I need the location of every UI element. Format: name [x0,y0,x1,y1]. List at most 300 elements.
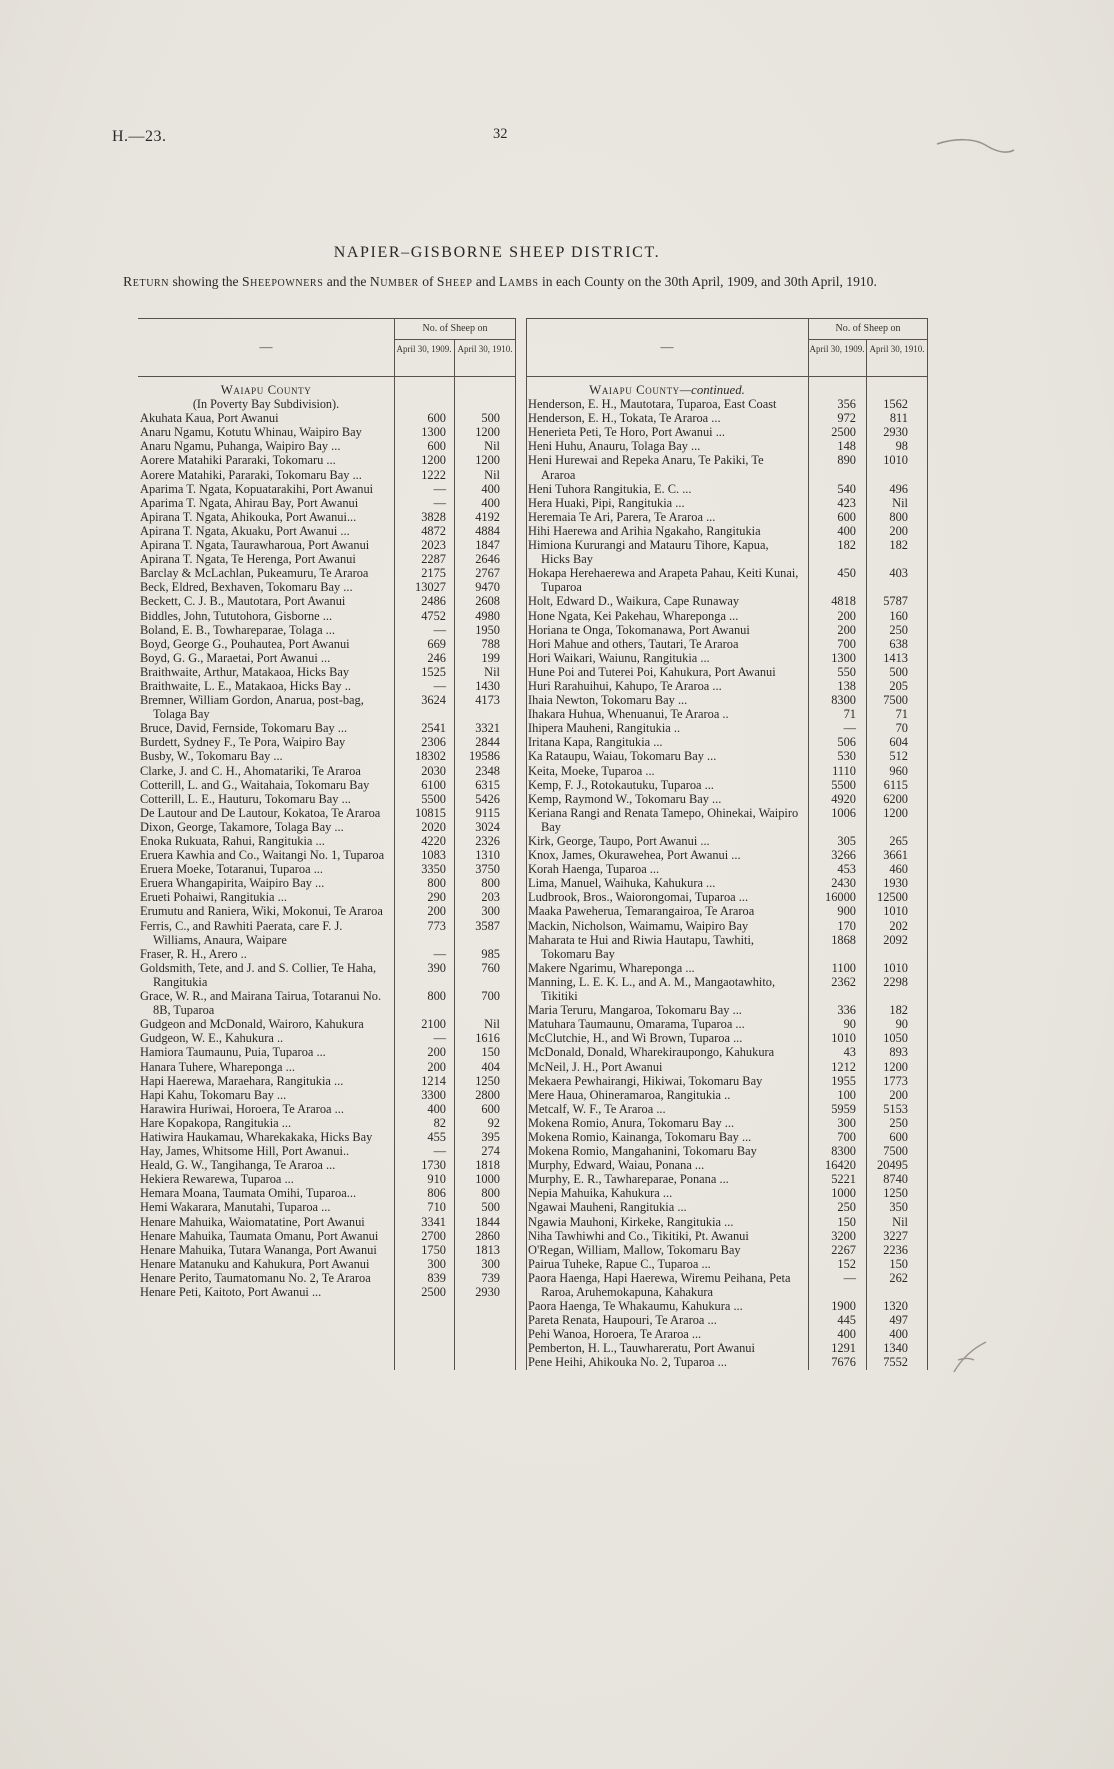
table-row [526,1158,928,1172]
sheep-count-1909: 1955 [831,1073,856,1088]
sheepowner-name: Henare Mahuika, Waiomatatine, Port Awanui [140,1214,365,1229]
sheep-count-1910: 4884 [475,523,500,538]
sheep-count-1909: 43 [843,1045,856,1060]
table-right-half [526,318,928,1370]
table-row [526,707,928,721]
table-row [138,820,516,834]
sheep-count-1910: 4980 [475,608,500,623]
sheep-count-1909: 1750 [421,1242,446,1257]
sheep-count-1909: 170 [837,918,856,933]
table-row [138,890,516,904]
column-rule [454,340,455,1370]
sheep-count-1910: 1340 [883,1341,908,1356]
sheepowner-name: Ihaia Newton, Tokomaru Bay ... [528,693,688,708]
sheepowner-name: Ihakara Huhua, Whenuanui, Te Araroa .. [528,707,729,722]
sheep-count-1909: 2541 [421,721,446,736]
sheepowner-name: Hamiora Taumaunu, Puia, Tuparoa ... [140,1045,326,1060]
sheep-count-1910: 1930 [883,876,908,891]
sheep-count-1909: — [843,1270,856,1285]
sheep-count-1910: 3024 [475,819,500,834]
sheep-count-1909: 2030 [421,763,446,778]
table-row [138,1088,516,1102]
sheep-count-1910: 800 [481,1186,500,1201]
table-row [526,1257,928,1271]
sheep-count-1909: 1200 [421,453,446,468]
table-row [526,1215,928,1229]
sheepowner-name: Aorere Matahiki Pararaki, Tokomaru ... [140,453,336,468]
sheep-count-1909: 4220 [421,834,446,848]
sheepowner-name: Ihipera Mauheni, Rangitukia .. [528,721,681,736]
sheep-count-1910: 205 [889,678,908,693]
table-row [138,1215,516,1229]
sheepowner-name: Hihi Haerewa and Arihia Ngakaho, Rangitukia [528,523,761,538]
sheep-count-1909: 890 [837,453,856,468]
table-row [526,482,928,496]
table-row [526,834,928,848]
subtitle-part: Sheep [436,274,473,289]
sheepowner-name: Kemp, Raymond W., Tokomaru Bay ... [528,791,722,806]
sheep-count-1909: 150 [837,1214,856,1229]
sheep-count-1910: 274 [481,1144,500,1159]
sheep-count-1910: 800 [889,509,908,524]
sheep-count-1910: 200 [889,1087,908,1102]
sheep-count-1910: 2800 [475,1087,500,1102]
sheep-count-1910: 638 [889,636,908,651]
sheep-count-1910: 985 [481,946,500,961]
sheep-count-1910: 5426 [475,791,500,806]
sheep-count-1910: 12500 [877,890,908,905]
sheep-count-1910: 1250 [883,1186,908,1201]
table-row [526,1172,928,1186]
sheepowner-name: Hone Ngata, Kei Pakehau, Whareponga ... [528,608,739,623]
sheep-count-1909: 450 [837,566,856,581]
table-row [138,1186,516,1200]
sheep-count-1910: 460 [889,862,908,877]
sheepowner-name: Manning, L. E. K. L., and A. M., Mangaotawhito, Tikitiki [528,974,776,1004]
sheep-count-1910: 1250 [475,1073,500,1088]
subtitle-part: Number [369,274,419,289]
sheep-count-1909: 550 [837,664,856,679]
sheepowner-name: Apirana T. Ngata, Akuaku, Port Awanui ... [140,523,350,538]
sheepowner-name: Paora Haenga, Te Whakaumu, Kahukura ... [528,1299,743,1314]
sheep-count-1909: 4872 [421,523,446,538]
sheep-count-1909: 3300 [421,1087,446,1102]
sheepowner-name: Aparima T. Ngata, Ahirau Bay, Port Awanui [140,495,359,510]
sheep-count-1910: 5787 [883,594,908,609]
table-row [526,496,928,510]
sheep-count-1909: 2430 [831,876,856,891]
sheep-count-1910: 20495 [877,1158,908,1173]
table-row [138,1144,516,1158]
column-header-1910: April 30, 1910. [457,344,513,354]
sheepowner-name: Korah Haenga, Tuparoa ... [528,862,660,877]
table-row [526,975,928,1003]
sheepowner-name: Metcalf, W. F., Te Araroa ... [528,1101,666,1116]
sheep-count-1909: 1100 [831,960,856,975]
sheep-count-1909: — [433,946,446,961]
subtitle-part: and the [323,274,370,289]
sheepowner-name: Hune Poi and Tuterei Poi, Kahukura, Port Awanui [528,664,776,679]
table-row [526,594,928,608]
sheep-count-1910: 400 [481,481,500,496]
sheepowner-name: Makere Ngarimu, Whareponga ... [528,960,695,975]
table-row [526,919,928,933]
sheep-count-1910: 7500 [883,1144,908,1159]
sheep-count-1910: 6200 [883,791,908,806]
table-row [138,961,516,989]
sheepowner-name: Eruera Whangapirita, Waipiro Bay ... [140,876,325,891]
table-row [138,425,516,439]
sheep-count-1910: 1050 [883,1031,908,1046]
table-body-right [526,377,928,1370]
sheepowner-name: Apirana T. Ngata, Ahikouka, Port Awanui... [140,509,357,524]
sheep-count-1910: 6115 [883,777,908,792]
sheepowner-name: Heald, G. W., Tangihanga, Te Araroa ... [140,1158,336,1173]
sheep-count-1910: 2767 [475,566,500,581]
sheep-count-1910: 1430 [475,678,500,693]
sheepowner-name: Mokena Romio, Anura, Tokomaru Bay ... [528,1115,735,1130]
table-row [138,496,516,510]
sheep-count-1909: 710 [427,1200,446,1215]
table-row [526,1017,928,1031]
sheepowner-name: Hay, James, Whitsome Hill, Port Awanui.. [140,1144,350,1159]
sheepowner-name: Bruce, David, Fernside, Tokomaru Bay ... [140,721,348,736]
page-title: NAPIER–GISBORNE SHEEP DISTRICT. [333,244,661,261]
sheep-count-1909: 2023 [421,538,446,553]
sheepowner-name: Hori Waikari, Waiunu, Rangitukia ... [528,650,710,665]
sheepowner-name: Barclay & McLachlan, Pukeamuru, Te Araroa [140,566,369,581]
page-number: 32 [493,126,508,142]
sheep-count-1910: 1200 [883,805,908,820]
sheep-count-1909: 1300 [421,425,446,440]
table-row [138,552,516,566]
table-row [526,1243,928,1257]
sheepowner-name: Kemp, F. J., Rotokautuku, Tuparoa ... [528,777,714,792]
sheep-count-1910: 71 [895,707,908,722]
sheep-count-1909: 200 [837,608,856,623]
sheepowner-name: Hokapa Herehaerewa and Arapeta Pahau, Keiti Kunai, Tuparoa [528,566,799,595]
sheep-count-1909: 1110 [832,763,856,778]
table-row [138,1130,516,1144]
sheep-count-1909: 1222 [421,467,446,482]
sheep-count-1909: 400 [427,1101,446,1116]
sheepowner-name: Anaru Ngamu, Kotutu Whinau, Waipiro Bay [140,425,362,440]
sheep-count-1910: 1847 [475,538,500,553]
sheepowner-name: Mekaera Pewhairangi, Hikiwai, Tokomaru Bay [528,1073,763,1088]
sheepowner-name: Henare Peti, Kaitoto, Port Awanui ... [140,1285,322,1299]
sheep-count-1909: 700 [837,636,856,651]
sheep-count-1910: 182 [889,1003,908,1018]
sheep-count-1909: — [433,495,446,510]
sheep-count-1909: 4752 [421,608,446,623]
sheep-count-1910: 604 [889,735,908,750]
sheep-count-1910: 800 [481,876,500,891]
sheep-count-1909: 390 [427,960,446,975]
sheep-count-1909: — [433,678,446,693]
sheep-count-1910: 2298 [883,974,908,989]
sheepowner-name: Matuhara Taumaunu, Omarama, Tuparoa ... [528,1017,745,1032]
sheep-count-1910: 788 [481,636,500,651]
sheep-count-1909: 700 [837,1129,856,1144]
sheep-count-1910: 7552 [883,1355,908,1370]
table-row [138,904,516,918]
subtitle-part: Lambs [498,274,539,289]
table-row [526,1088,928,1102]
table-row [138,721,516,735]
sheepowner-name: Ngawia Mauhoni, Kirkeke, Rangitukia ... [528,1214,734,1229]
sheepowner-name: Hemi Wakarara, Manutahi, Tuparoa ... [140,1200,331,1215]
sheep-count-1909: 972 [837,411,856,426]
sheep-count-1909: 3624 [421,693,446,708]
sheepowner-name: Himiona Kururangi and Matauru Tihore, Kapua, Hicks Bay [528,538,769,567]
sheep-count-1909: 453 [837,862,856,877]
sheep-count-1910: 1562 [883,397,908,412]
sheep-count-1909: 2306 [421,735,446,750]
sheepowner-name: Biddles, John, Tututohora, Gisborne ... [140,608,333,623]
sheepowner-name: Mokena Romio, Kainanga, Tokomaru Bay ... [528,1129,752,1144]
sheep-count-1909: 90 [843,1017,856,1032]
sheep-count-1910: 2930 [475,1285,500,1299]
table-row [526,749,928,763]
column-header-1909: April 30, 1909. [809,344,865,354]
table-row [138,1229,516,1243]
county-continued-label: —continued. [679,383,745,397]
sheep-count-1910: Nil [892,1214,908,1229]
table-row [138,1116,516,1130]
table-row [526,453,928,481]
sheep-count-1910: 3587 [475,918,500,933]
table-row [526,679,928,693]
sheep-count-1909: 445 [837,1313,856,1328]
table-row [526,566,928,594]
sheepowner-name: Heni Tuhora Rangitukia, E. C. ... [528,481,692,496]
sheepowner-name: Heni Huhu, Anauru, Tolaga Bay ... [528,439,701,454]
sheep-count-1909: 1300 [831,650,856,665]
table-row [138,439,516,453]
table-row [138,651,516,665]
sheep-count-1910: 2860 [475,1228,500,1243]
subtitle-part: Return [123,274,170,289]
sheep-count-1909: 1291 [831,1341,856,1356]
sheepowner-name: Grace, W. R., and Mairana Tairua, Totaranui No. 8B, Tuparoa [140,989,382,1018]
table-row [138,989,516,1017]
sheep-count-1910: 199 [481,650,500,665]
table-row [138,1158,516,1172]
sheep-count-1910: 500 [481,1200,500,1215]
sheepowner-name: Horiana te Onga, Tokomanawa, Port Awanui [528,622,750,637]
sheep-count-1910: 395 [481,1129,500,1144]
sheep-count-1909: 300 [837,1115,856,1130]
column-header-1910: April 30, 1910. [869,344,925,354]
sheep-count-1909: 1868 [831,932,856,947]
county-subheading: (In Poverty Bay Subdivision). [192,397,340,412]
sheep-count-1909: 300 [427,1256,446,1271]
name-column-header: — [259,339,273,355]
sheep-count-1909: 16420 [825,1158,856,1173]
table-row [526,778,928,792]
sheep-count-1910: 500 [481,411,500,426]
sheep-count-1909: 530 [837,749,856,764]
table-row [138,482,516,496]
sheepowner-name: Beckett, C. J. B., Mautotara, Port Awanui [140,594,346,609]
sheep-count-1909: 1010 [831,1031,856,1046]
sheep-count-1910: 600 [481,1101,500,1116]
sheepowner-name: Braithwaite, L. E., Matakaoa, Hicks Bay .. [140,678,351,693]
table-row [526,439,928,453]
sheepowner-name: Boyd, George G., Pouhautea, Port Awanui [140,636,350,651]
table-row [526,510,928,524]
sheepowner-name: McDonald, Donald, Wharekiraupongo, Kahukura [528,1045,775,1060]
table-row [526,651,928,665]
sheep-count-1910: 2646 [475,552,500,567]
sheep-count-1909: 200 [837,622,856,637]
sheep-count-1910: 1616 [475,1031,500,1046]
sheepowner-name: Goldsmith, Tete, and J. and S. Collier, Te Haha, Rangitukia [140,960,377,989]
sheepowner-name: Iritana Kapa, Rangitukia ... [528,735,663,750]
table-row [138,834,516,848]
sheepowner-name: Apirana T. Ngata, Taurawharoua, Port Awanui [140,538,370,553]
table-row [526,933,928,961]
table-row [526,411,928,425]
sheepowner-name: Pairua Tuheke, Rapue C., Tuparoa ... [528,1256,711,1271]
column-rule [866,340,867,1370]
sheepowner-name: Henderson, E. H., Tokata, Te Araroa ... [528,411,721,426]
sheep-count-1910: 2844 [475,735,500,750]
sheep-count-1909: 1212 [831,1059,856,1074]
sheep-count-1909: 423 [837,495,856,510]
sheep-count-1909: 3200 [831,1228,856,1243]
sheep-count-1910: 250 [889,1115,908,1130]
sheep-count-1910: 1200 [475,425,500,440]
sheepowner-name: Huri Rarahuihui, Kahupo, Te Araroa ... [528,678,722,693]
ink-mark [950,1340,990,1374]
sheep-count-1910: 200 [889,523,908,538]
table-row [138,1285,516,1299]
sheep-count-1909: 839 [427,1270,446,1285]
sheepowner-name: Pemberton, H. L., Tauwhareratu, Port Awanui [528,1341,755,1356]
sheepowner-name: Aorere Matahiki, Pararaki, Tokomaru Bay ... [140,467,362,482]
table-row [526,961,928,975]
table-row [526,1102,928,1116]
table-row [138,1031,516,1045]
table-row [526,1031,928,1045]
sheep-count-1909: 669 [427,636,446,651]
sheepowner-name: Dixon, George, Takamore, Tolaga Bay ... [140,819,344,834]
sheepowner-name: Pehi Wanoa, Horoera, Te Araroa ... [528,1327,702,1342]
table-row [138,679,516,693]
sheep-count-1910: 600 [889,1129,908,1144]
sheep-count-1910: 92 [487,1115,500,1130]
sheepowner-name: McClutchie, H., and Wi Brown, Tuparoa ... [528,1031,743,1046]
sheepowner-name: Henare Mahuika, Taumata Omanu, Port Awanui [140,1228,379,1243]
sheep-count-1909: 2175 [421,566,446,581]
sheep-count-1910: Nil [484,664,500,679]
sheep-count-1909: 1900 [831,1299,856,1314]
sheepowner-name: Braithwaite, Arthur, Matakaoa, Hicks Bay [140,664,350,679]
sheep-count-1909: 4920 [831,791,856,806]
sheep-count-1909: 356 [837,397,856,412]
table-row [138,848,516,862]
sheepowner-name: Beck, Eldred, Bexhaven, Tokomaru Bay ... [140,580,353,595]
subtitle-part: of [418,274,437,289]
sheep-count-1910: Nil [484,1017,500,1032]
sheepowner-name: Paora Haenga, Hapi Haerewa, Wiremu Peihana, Peta Raroa, Aruhemokapuna, Kahakura [528,1270,791,1299]
sheep-count-1909: 336 [837,1003,856,1018]
sheep-count-1909: 600 [837,509,856,524]
sheepowner-name: Lima, Manuel, Waihuka, Kahukura ... [528,876,716,891]
sheep-count-1909: — [433,622,446,637]
sheepowner-name: Maaka Paweherua, Temarangairoa, Te Araroa [528,904,755,919]
sheep-count-1909: 2267 [831,1242,856,1257]
table-row [138,876,516,890]
subtitle-part: showing the [169,274,242,289]
sheepowner-name: Hanara Tuhere, Whareponga ... [140,1059,295,1074]
sheep-columns-header [394,319,516,376]
sheepowner-name: Cotterill, L. E., Hauturu, Tokomaru Bay ... [140,791,351,806]
sheepowner-name: Hapi Kahu, Tokomaru Bay ... [140,1087,287,1102]
sheep-count-1909: 600 [427,439,446,454]
sheepowner-name: Hekiera Rewarewa, Tuparoa ... [140,1172,294,1187]
sheep-count-1909: 1000 [831,1186,856,1201]
table-row [526,764,928,778]
sheepowner-name: Maria Teruru, Mangaroa, Tokomaru Bay ... [528,1003,742,1018]
sheep-count-1909: 773 [427,918,446,933]
sheep-count-1910: Nil [484,439,500,454]
sheepowner-name: De Lautour and De Lautour, Kokatoa, Te Araroa [140,805,381,820]
table-row [138,1200,516,1214]
sheepowner-name: Erumutu and Raniera, Wiki, Mokonui, Te Araroa [140,904,383,919]
sheepowner-name: Henerieta Peti, Te Horo, Port Awanui ... [528,425,726,440]
table-row [138,609,516,623]
table-row [526,1045,928,1059]
sheepowner-name: Mokena Romio, Mangahanini, Tokomaru Bay [528,1144,757,1159]
table-row [138,665,516,679]
sheep-count-1910: 203 [481,890,500,905]
sheep-count-1909: 3828 [421,509,446,524]
sheep-count-1910: 4192 [475,509,500,524]
sheep-count-1909: 540 [837,481,856,496]
sheep-count-1910: 4173 [475,693,500,708]
table-row [138,566,516,580]
sheep-count-1909: 182 [837,538,856,553]
sheepowner-name: Murphy, E. R., Tawhareparae, Ponana ... [528,1172,729,1187]
table-row [526,1130,928,1144]
table-row [526,1327,928,1341]
table-row [526,890,928,904]
table-row [138,637,516,651]
sheep-count-1910: 404 [481,1059,500,1074]
sheep-count-1910: 2348 [475,763,500,778]
sheepowner-name: Anaru Ngamu, Puhanga, Waipiro Bay ... [140,439,341,454]
table-row [138,693,516,721]
sheepowner-name: Busby, W., Tokomaru Bay ... [140,749,283,764]
sheepowner-name: Hemara Moana, Taumata Omihi, Tuparoa... [140,1186,357,1201]
sheep-count-1910: 160 [889,608,908,623]
sheep-count-1909: 455 [427,1129,446,1144]
sheepowner-name: Burdett, Sydney F., Te Pora, Waipiro Bay [140,735,346,750]
table-row [526,1341,928,1355]
sheep-count-1909: 3350 [421,862,446,877]
column-rule [927,319,928,1370]
sheepowner-name: Murphy, Edward, Waiau, Ponana ... [528,1158,705,1173]
sheep-count-1910: 893 [889,1045,908,1060]
sheep-count-1909: 200 [427,1059,446,1074]
table-row [138,1257,516,1271]
sheepowner-name: Henare Perito, Taumatomanu No. 2, Te Araroa [140,1270,371,1285]
table-row [138,453,516,467]
sheep-count-1910: 496 [889,481,908,496]
sheep-count-1909: 400 [837,523,856,538]
